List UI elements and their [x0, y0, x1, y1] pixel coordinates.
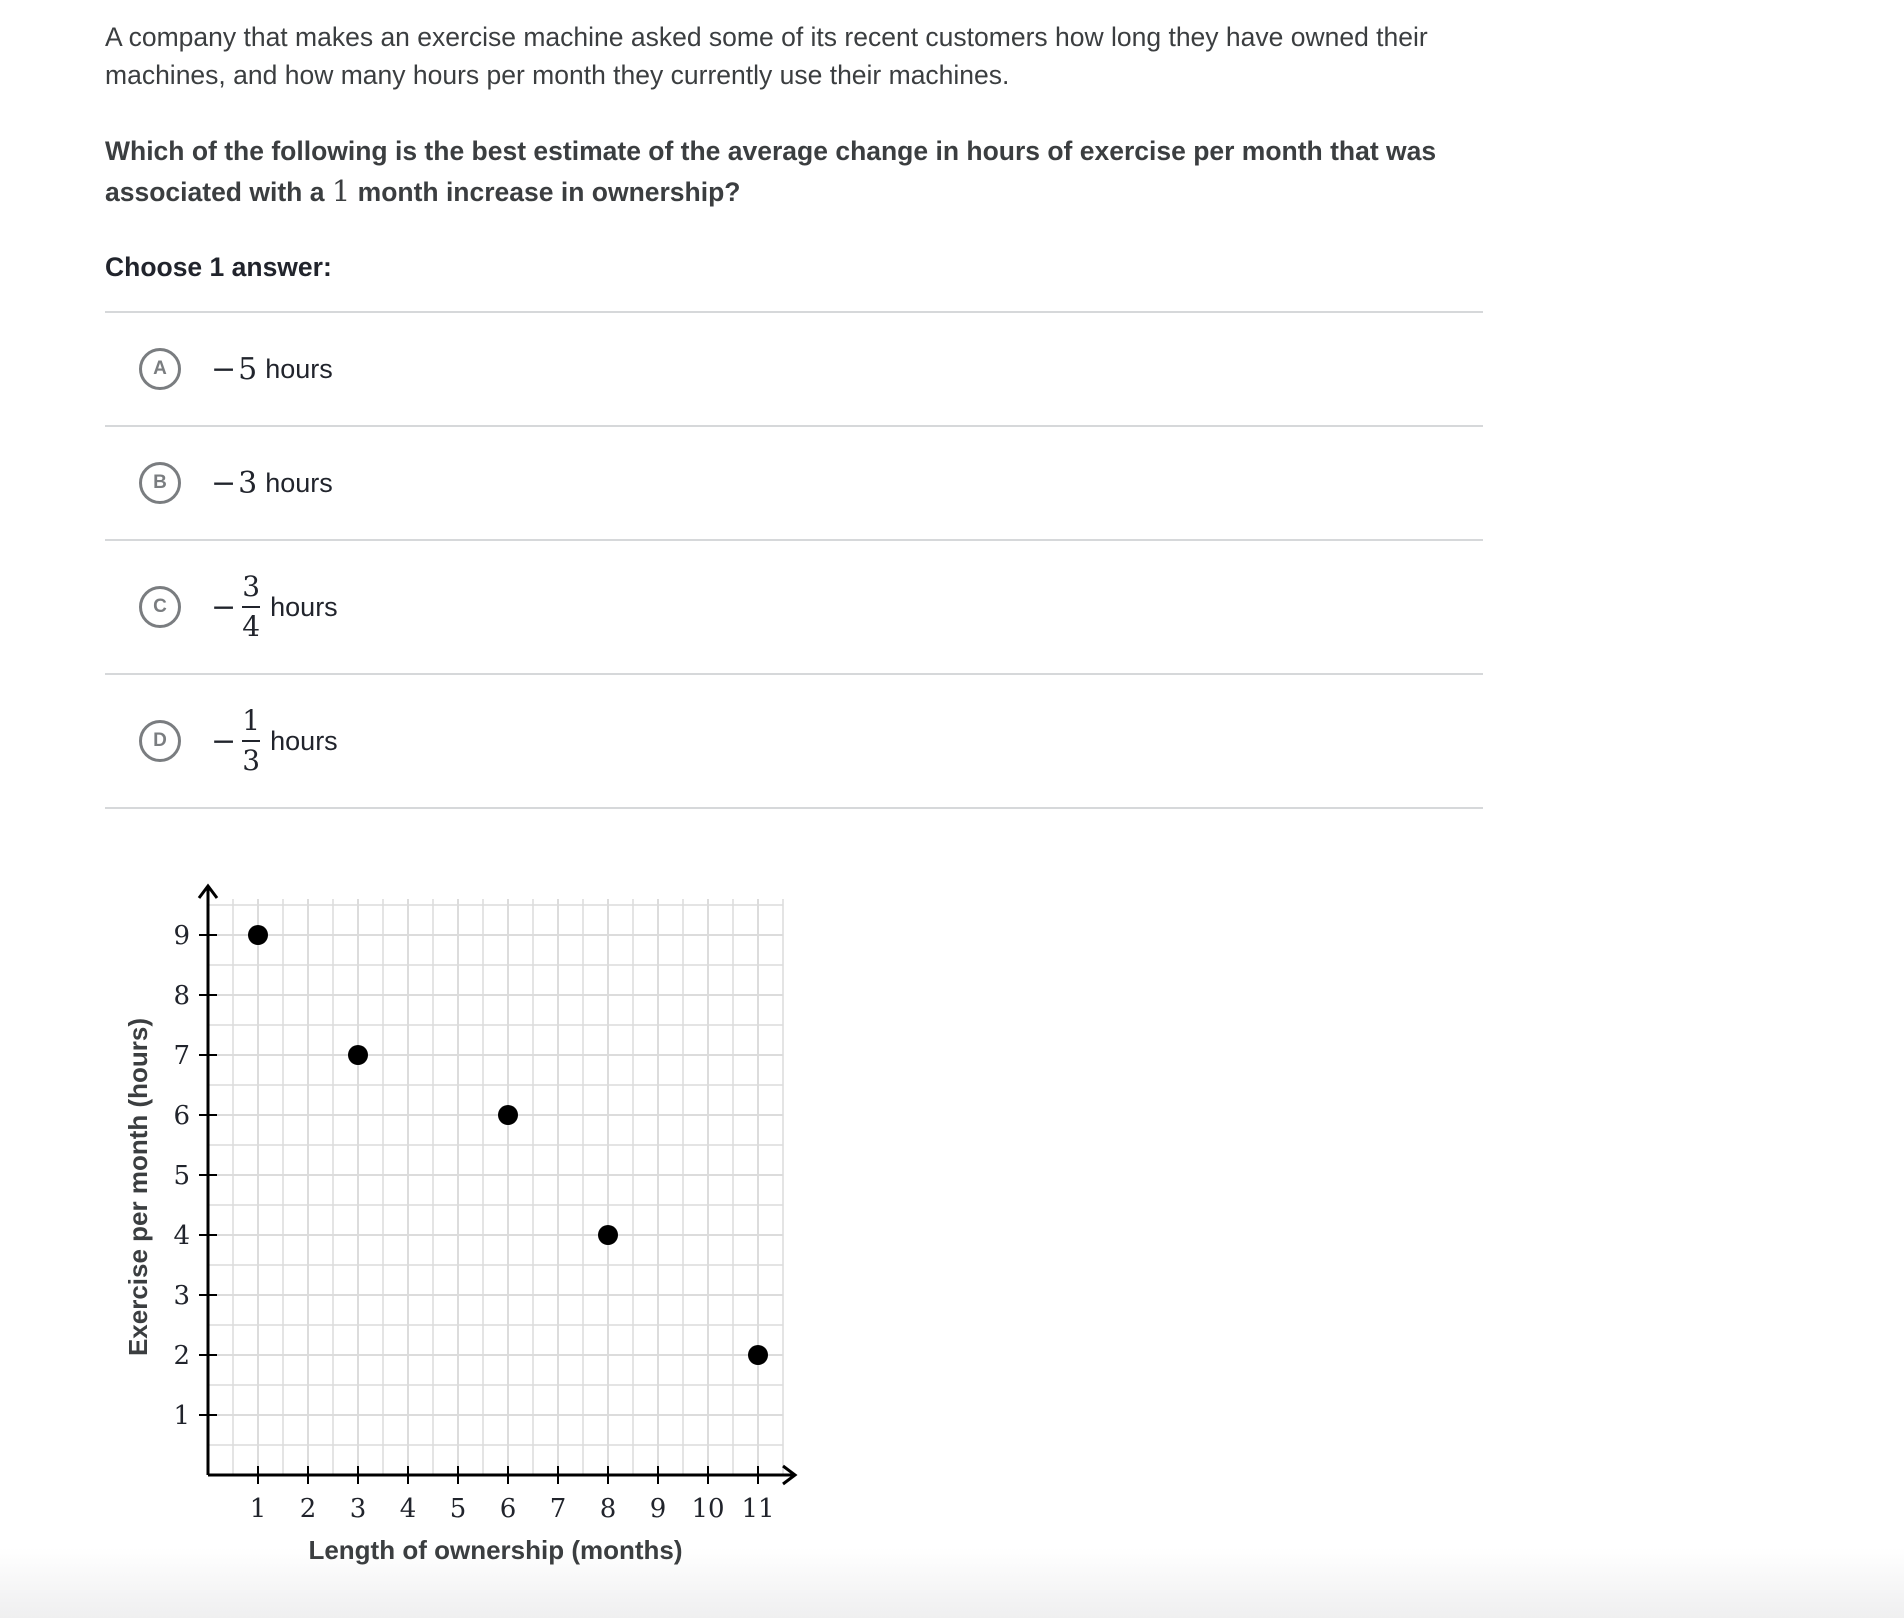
y-tick-label: 7: [173, 1041, 190, 1071]
choice-b[interactable]: [105, 427, 1483, 541]
scatter-plot-svg: [120, 860, 840, 1580]
choice-d-sign: −: [211, 723, 237, 759]
x-tick-label: 10: [691, 1494, 725, 1524]
data-point: [748, 1345, 768, 1365]
y-tick-label: 3: [173, 1281, 190, 1311]
choice-d-fraction: [242, 705, 260, 777]
choice-c-sign: −: [211, 589, 237, 625]
y-tick-label: 1: [173, 1401, 190, 1431]
choice-a-bubble[interactable]: A: [139, 348, 181, 390]
x-tick-label: 8: [599, 1494, 617, 1524]
plot-grid: [208, 899, 783, 1475]
choice-d-denominator: 3: [242, 744, 261, 777]
choice-c-numerator: 3: [242, 570, 261, 603]
choice-b-unit: hours: [265, 467, 333, 498]
choice-b-bubble[interactable]: B: [139, 462, 181, 504]
choice-a[interactable]: [105, 313, 1483, 427]
choice-c-bubble[interactable]: C: [139, 586, 181, 628]
choice-a-sign: −: [211, 351, 237, 387]
question-text-start: Which of the following is the best estimate of the average change in hours of exercise per month that was associated with a: [105, 136, 1437, 207]
question-highlight-value: 1: [331, 174, 351, 208]
choice-c[interactable]: [105, 541, 1483, 675]
choice-b-sign: −: [211, 465, 237, 501]
choice-c-denominator: 4: [242, 610, 261, 643]
x-axis-label: Length of ownership (months): [308, 1535, 683, 1565]
choose-prompt: Choose 1 answer:: [105, 252, 332, 282]
choice-a-answer: [211, 352, 333, 387]
y-tick-label: 4: [173, 1221, 190, 1251]
choice-a-unit: hours: [265, 353, 333, 384]
choice-d-unit: hours: [270, 725, 338, 756]
data-point: [248, 925, 268, 945]
question-text: [105, 131, 1483, 212]
question-area: [105, 18, 1483, 809]
x-tick-label: 9: [649, 1494, 667, 1524]
plot-axes: [199, 886, 795, 1484]
y-tick-label: 5: [173, 1161, 190, 1191]
choice-b-answer: [211, 466, 333, 501]
fraction-bar: [242, 740, 260, 742]
answer-choices: [105, 311, 1483, 809]
y-tick-label: 9: [173, 921, 190, 951]
choice-c-fraction: [242, 571, 260, 643]
data-point: [348, 1045, 368, 1065]
data-point: [598, 1225, 618, 1245]
x-tick-label: 11: [741, 1494, 775, 1524]
y-tick-label: 2: [173, 1341, 190, 1371]
choice-b-value: 3: [238, 465, 258, 501]
y-tick-label: 8: [173, 981, 190, 1011]
x-tick-label: 7: [549, 1494, 567, 1524]
scatter-plot: [120, 860, 840, 1585]
data-point: [498, 1105, 518, 1125]
choice-d-answer: [211, 705, 338, 777]
choice-d[interactable]: [105, 675, 1483, 809]
choice-d-numerator: 1: [242, 704, 261, 737]
choice-a-value: 5: [238, 351, 258, 387]
choice-d-bubble[interactable]: D: [139, 720, 181, 762]
y-tick-label: 6: [173, 1101, 190, 1131]
x-tick-label: 4: [399, 1494, 417, 1524]
choice-c-unit: hours: [270, 591, 338, 622]
x-tick-label: 1: [249, 1494, 267, 1524]
fraction-bar: [242, 606, 260, 608]
y-axis-label: Exercise per month (hours): [122, 1017, 153, 1357]
question-intro: A company that makes an exercise machine asked some of its recent customers how long they have owned their machines, and how many hours per month they currently use their machines.: [105, 22, 1428, 90]
choice-c-answer: [211, 571, 338, 643]
x-tick-label: 6: [499, 1494, 517, 1524]
plot-labels: [173, 921, 774, 1524]
x-tick-label: 3: [349, 1494, 367, 1524]
x-tick-label: 5: [449, 1494, 467, 1524]
x-tick-label: 2: [299, 1494, 317, 1524]
question-text-end: month increase in ownership?: [350, 177, 741, 207]
